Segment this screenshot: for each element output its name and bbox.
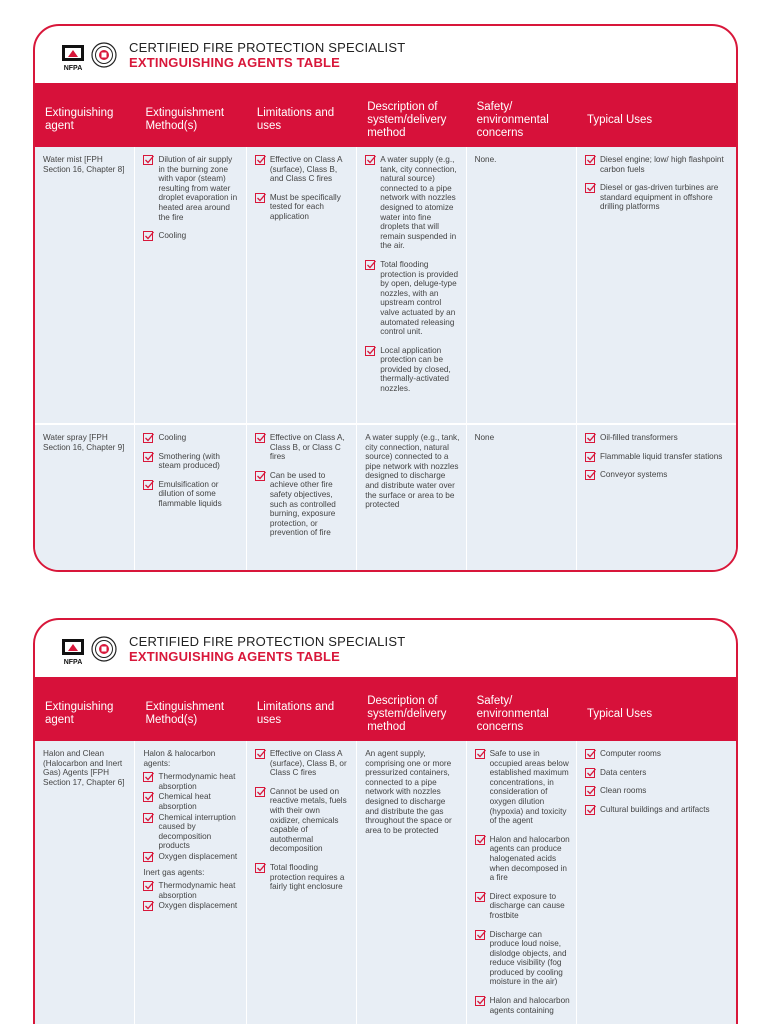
table-header-row bbox=[35, 677, 736, 741]
checkbox-checked-icon bbox=[255, 433, 265, 443]
checklist-item-text: Cannot be used on reactive metals, fuels with their own oxidizer, chemicals capable of autothermal decomposition bbox=[269, 786, 347, 854]
checklist-item-text: Halon and halocarbon agents containing bbox=[489, 996, 570, 1015]
checklist-item bbox=[143, 852, 239, 862]
agent-cell: Water spray [FPH Section 16, Chapter 9] bbox=[35, 425, 135, 572]
checklist-item bbox=[255, 471, 350, 538]
checklist-item bbox=[255, 155, 350, 184]
checklist-item bbox=[585, 749, 730, 759]
checklist-item bbox=[585, 470, 730, 480]
checklist-item-text: Diesel or gas-driven turbines are standard equipment in offshore drilling platforms bbox=[599, 183, 719, 212]
safety-cell: None. bbox=[467, 147, 577, 423]
checklist-item bbox=[143, 813, 239, 851]
checklist-item-text: Total flooding protection requires a fairly tight enclosure bbox=[269, 862, 345, 892]
certification-seal-icon bbox=[91, 42, 117, 68]
agent-cell: Halon and Clean (Halocarbon and Inert Gas) Agents [FPH Section 17, Chapter 6] bbox=[35, 741, 135, 1024]
checklist-item bbox=[143, 881, 239, 900]
description-cell: A water supply (e.g., tank, city connection, natural source) connected to a pipe network with nozzles designed to discharge and distribute water over the surface or area to be protected bbox=[357, 425, 466, 572]
halocarbon-label: Halon & halocarbon agents: bbox=[143, 749, 216, 768]
checkbox-checked-icon bbox=[585, 433, 595, 443]
checklist-item bbox=[143, 901, 239, 911]
checkbox-checked-icon bbox=[255, 863, 265, 873]
agent-cell: Water mist [FPH Section 16, Chapter 8] bbox=[35, 147, 135, 423]
checklist-item-text: A water supply (e.g., tank, city connection, natural source) connected to a pipe network with nozzles designed to atomize water into fine droplets that will remain suspended in the air. bbox=[380, 155, 457, 251]
checkbox-checked-icon bbox=[143, 480, 153, 490]
checklist-item bbox=[365, 346, 459, 394]
column-header: Extinguishing agent bbox=[45, 701, 114, 726]
column-header: Extinguishment Method(s) bbox=[145, 701, 225, 726]
agents-table-card-1 bbox=[33, 24, 738, 572]
checklist-item bbox=[365, 260, 459, 337]
column-header: Description of system/delivery method bbox=[367, 100, 447, 139]
checkbox-checked-icon bbox=[143, 852, 153, 862]
checklist-item bbox=[585, 433, 730, 443]
checklist-item-text: Effective on Class A (surface), Class B, and Class C fires bbox=[269, 155, 343, 184]
checklist-item-text: Cultural buildings and artifacts bbox=[599, 804, 710, 814]
inert-gas-label: Inert gas agents: bbox=[143, 867, 205, 877]
table-row bbox=[35, 147, 736, 423]
column-header: Safety/ environmental concerns bbox=[476, 694, 549, 733]
agents-table-card-2 bbox=[33, 618, 738, 1024]
checklist-item-text: Local application protection can be provided by closed, thermally-activated nozzles. bbox=[380, 345, 451, 394]
checklist-item bbox=[585, 155, 730, 174]
checkbox-checked-icon bbox=[475, 996, 485, 1006]
checklist-item-text: Data centers bbox=[599, 767, 647, 777]
checkbox-checked-icon bbox=[143, 813, 153, 823]
checkbox-checked-icon bbox=[365, 346, 375, 356]
uses-list bbox=[585, 433, 730, 480]
description-cell: An agent supply, comprising one or more pressurized containers, connected to a pipe network with nozzles designed to discharge and distribute the gas throughout the space or area to be protected bbox=[357, 741, 466, 1024]
limitations-list bbox=[255, 749, 350, 892]
table-header-row bbox=[35, 83, 736, 147]
header-title: CERTIFIED FIRE PROTECTION SPECIALIST bbox=[129, 634, 406, 649]
checklist-item bbox=[143, 772, 239, 791]
column-header: Limitations and uses bbox=[256, 107, 335, 132]
nfpa-logo bbox=[61, 638, 85, 666]
checklist-item bbox=[585, 768, 730, 778]
checkbox-checked-icon bbox=[585, 452, 595, 462]
methods-list bbox=[143, 772, 239, 861]
checklist-item bbox=[475, 892, 570, 921]
checklist-item bbox=[585, 805, 730, 815]
limitations-list bbox=[255, 155, 350, 222]
checkbox-checked-icon bbox=[255, 749, 265, 759]
certification-seal-icon bbox=[91, 636, 117, 662]
checklist-item bbox=[475, 835, 570, 883]
limitations-list bbox=[255, 433, 350, 538]
checklist-item bbox=[143, 480, 239, 509]
column-header: Typical Uses bbox=[586, 113, 653, 126]
checklist-item bbox=[143, 792, 239, 811]
checkbox-checked-icon bbox=[143, 792, 153, 802]
checklist-item bbox=[255, 787, 350, 854]
svg-text:NFPA: NFPA bbox=[63, 659, 83, 666]
header-subtitle: EXTINGUISHING AGENTS TABLE bbox=[129, 55, 341, 70]
column-header: Safety/ environmental concerns bbox=[476, 100, 549, 139]
checkbox-checked-icon bbox=[255, 155, 265, 165]
checklist-item-text: Chemical interruption caused by decomposition products bbox=[158, 812, 236, 851]
checklist-item-text: Flammable liquid transfer stations bbox=[599, 451, 723, 461]
checklist-item bbox=[475, 996, 570, 1015]
checkbox-checked-icon bbox=[143, 772, 153, 782]
checklist-item bbox=[255, 433, 350, 462]
checklist-item-text: Halon and halocarbon agents can produce halogenated acids when decomposed in a fire bbox=[489, 834, 570, 883]
checkbox-checked-icon bbox=[585, 749, 595, 759]
checklist-item bbox=[585, 452, 730, 462]
checklist-item bbox=[475, 930, 570, 988]
checklist-item-text: Can be used to achieve other fire safety objectives, such as controlled burning, exposure protection, or prevention of fire bbox=[269, 470, 336, 538]
checkbox-checked-icon bbox=[255, 193, 265, 203]
checklist-item-text: Total flooding protection is provided by open, deluge-type nozzles, with an upstream control valve actuated by an automated releasing control unit. bbox=[380, 259, 459, 337]
header-subtitle: EXTINGUISHING AGENTS TABLE bbox=[129, 649, 341, 664]
checklist-item-text: Oil-filled transformers bbox=[599, 433, 678, 442]
checklist-item-text: Conveyor systems bbox=[599, 470, 668, 480]
checkbox-checked-icon bbox=[585, 786, 595, 796]
checkbox-checked-icon bbox=[585, 805, 595, 815]
checklist-item-text: Direct exposure to discharge can cause frostbite bbox=[489, 891, 565, 920]
checkbox-checked-icon bbox=[143, 231, 153, 241]
methods-list bbox=[143, 881, 239, 911]
column-header: Extinguishment Method(s) bbox=[145, 107, 225, 132]
methods-list bbox=[143, 155, 239, 241]
checklist-item-text: Computer rooms bbox=[599, 749, 661, 758]
checklist-item bbox=[585, 786, 730, 796]
checkbox-checked-icon bbox=[585, 183, 595, 193]
checkbox-checked-icon bbox=[255, 471, 265, 481]
header-title: CERTIFIED FIRE PROTECTION SPECIALIST bbox=[129, 40, 406, 55]
checkbox-checked-icon bbox=[365, 155, 375, 165]
checkbox-checked-icon bbox=[475, 930, 485, 940]
checkbox-checked-icon bbox=[143, 452, 153, 462]
checkbox-checked-icon bbox=[255, 787, 265, 797]
checklist-item bbox=[365, 155, 459, 251]
methods-list bbox=[143, 433, 239, 509]
checklist-item-text: Oxygen displacement bbox=[158, 851, 238, 861]
safety-cell: None bbox=[467, 425, 577, 572]
checklist-item-text: Effective on Class A (surface), Class B, or Class C fires bbox=[269, 749, 347, 778]
checklist-item-text: Discharge can produce loud noise, dislodge objects, and reduce visibility (fog produced by cooling moisture in the air) bbox=[489, 929, 567, 987]
card-header bbox=[35, 620, 736, 676]
card-header bbox=[35, 26, 736, 82]
checklist-item bbox=[143, 231, 239, 241]
checkbox-checked-icon bbox=[585, 155, 595, 165]
checklist-item-text: Thermodynamic heat absorption bbox=[158, 772, 236, 791]
column-header: Limitations and uses bbox=[256, 701, 335, 726]
checklist-item bbox=[255, 863, 350, 892]
checkbox-checked-icon bbox=[143, 433, 153, 443]
checklist-item bbox=[255, 193, 350, 222]
checkbox-checked-icon bbox=[365, 260, 375, 270]
uses-list bbox=[585, 155, 730, 212]
safety-list bbox=[475, 749, 570, 1015]
checklist-item-text: Emulsification or dilution of some flammable liquids bbox=[158, 479, 222, 508]
checklist-item-text: Smothering (with steam produced) bbox=[158, 451, 220, 471]
checklist-item bbox=[143, 452, 239, 471]
column-header: Description of system/delivery method bbox=[367, 694, 447, 733]
checkbox-checked-icon bbox=[585, 768, 595, 778]
checklist-item bbox=[143, 433, 239, 443]
checkbox-checked-icon bbox=[475, 749, 485, 759]
checkbox-checked-icon bbox=[475, 892, 485, 902]
checklist-item-text: Must be specifically tested for each application bbox=[269, 192, 341, 221]
checklist-item bbox=[255, 749, 350, 778]
uses-list bbox=[585, 749, 730, 814]
checklist-item-text: Chemical heat absorption bbox=[158, 792, 211, 811]
description-list bbox=[365, 155, 459, 394]
table-row bbox=[35, 741, 736, 1024]
checklist-item-text: Cooling bbox=[158, 231, 187, 241]
checklist-item bbox=[475, 749, 570, 826]
checklist-item bbox=[143, 155, 239, 222]
checklist-item-text: Clean rooms bbox=[599, 786, 647, 796]
nfpa-logo bbox=[61, 44, 85, 72]
svg-text:NFPA: NFPA bbox=[63, 65, 83, 72]
checkbox-checked-icon bbox=[475, 835, 485, 845]
checklist-item-text: Effective on Class A, Class B, or Class C fires bbox=[269, 433, 345, 462]
checklist-item-text: Cooling bbox=[158, 433, 187, 442]
table-row bbox=[35, 425, 736, 572]
checklist-item-text: Diesel engine; low/ high flashpoint carbon fuels bbox=[599, 155, 724, 174]
checklist-item-text: Safe to use in occupied areas below established maximum concentrations, in consideration of oxygen dilution (hypoxia) and toxicity of the agent bbox=[489, 749, 569, 826]
checklist-item-text: Thermodynamic heat absorption bbox=[158, 881, 236, 900]
column-header: Typical Uses bbox=[586, 707, 653, 720]
checklist-item-text: Oxygen displacement bbox=[158, 901, 238, 911]
column-header: Extinguishing agent bbox=[45, 107, 114, 132]
checklist-item-text: Dilution of air supply in the burning zone with vapor (steam) resulting from water droplet evaporation in heated area around the fire bbox=[158, 155, 238, 222]
checkbox-checked-icon bbox=[143, 901, 153, 911]
agents-table bbox=[35, 83, 736, 572]
checkbox-checked-icon bbox=[143, 155, 153, 165]
agents-table bbox=[35, 677, 736, 1024]
checklist-item bbox=[585, 183, 730, 212]
checkbox-checked-icon bbox=[585, 470, 595, 480]
checkbox-checked-icon bbox=[143, 881, 153, 891]
